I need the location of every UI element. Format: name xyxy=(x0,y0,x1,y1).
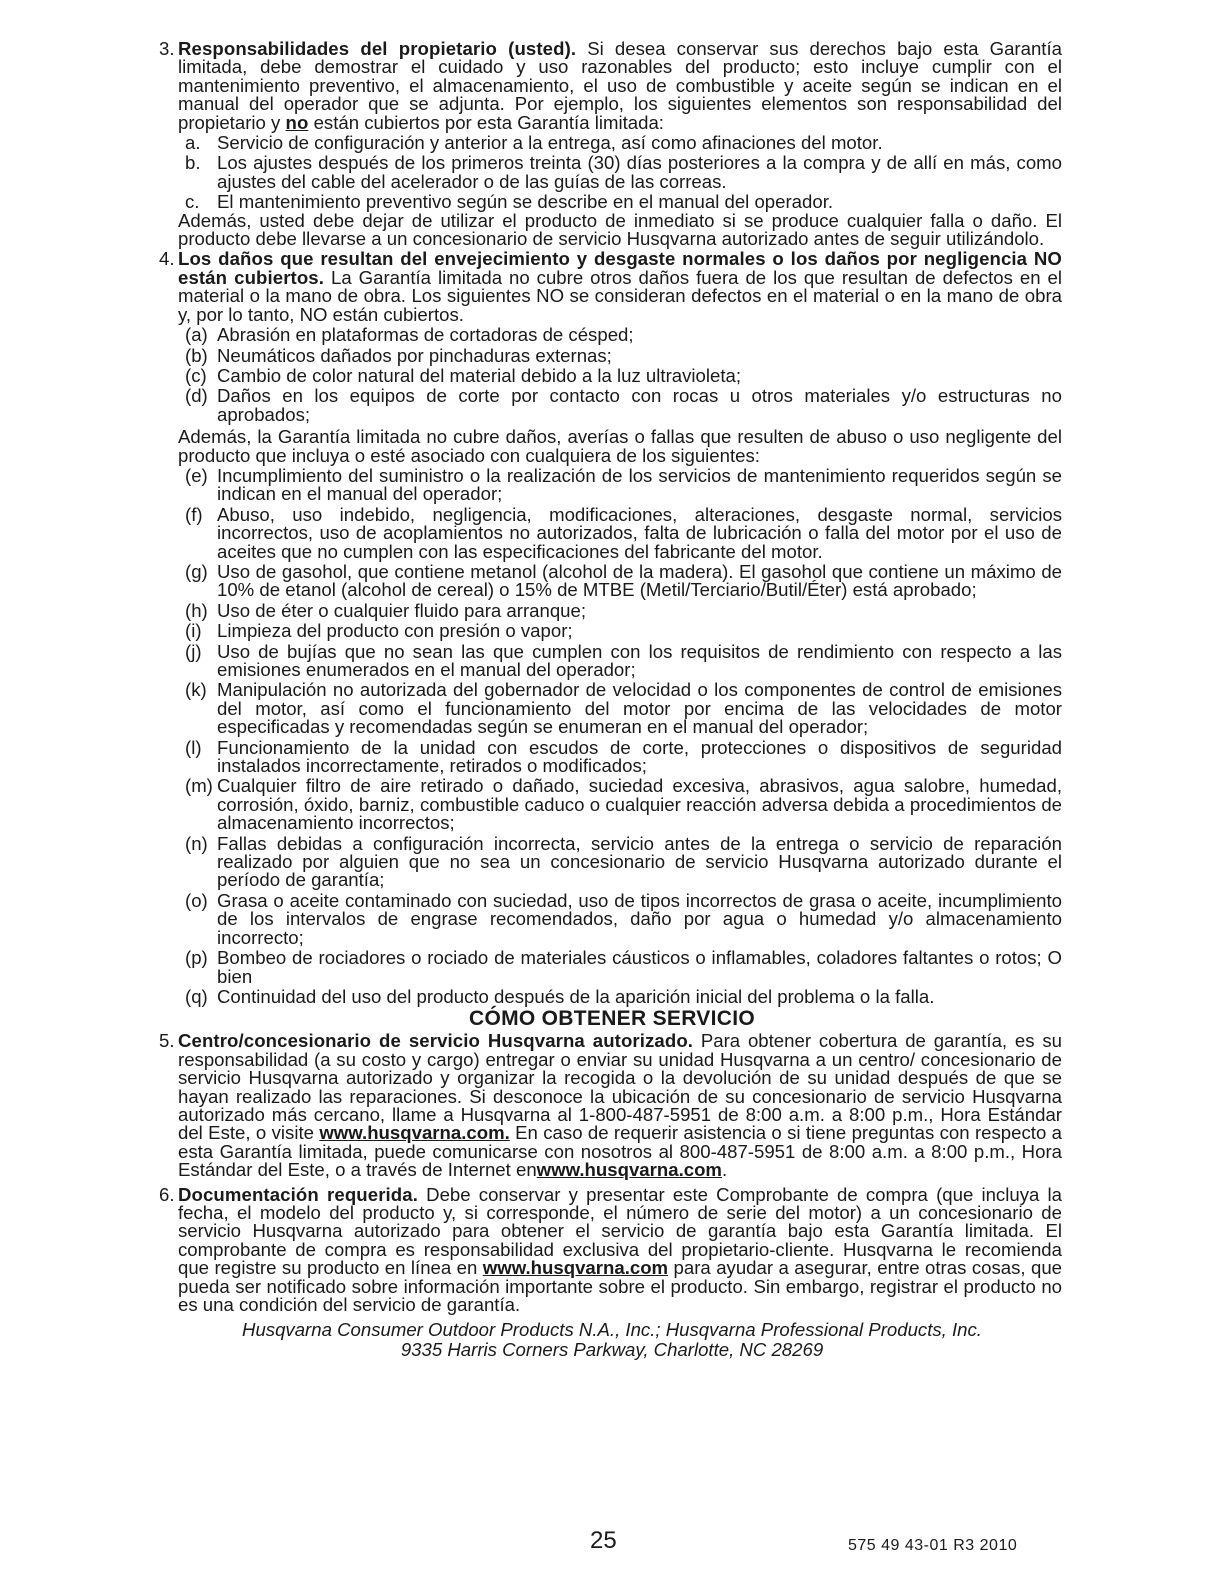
list-item xyxy=(0,326,1224,344)
list-item xyxy=(0,640,1224,680)
list-item-label: (l) xyxy=(185,736,202,758)
section-number: 4. xyxy=(159,248,175,270)
section-number: 3. xyxy=(159,38,175,59)
list-item-label: (d) xyxy=(185,385,208,407)
document-code: 575 49 43-01 R3 2010 xyxy=(848,1537,1018,1554)
list-item-text: Continuidad del uso del producto después de la aparición inicial del problema o la falla. xyxy=(217,985,935,1007)
section-4 xyxy=(0,250,1224,324)
list-item-label: (n) xyxy=(185,832,208,854)
list-item xyxy=(0,949,1224,986)
list-item-label: (c) xyxy=(185,364,207,386)
list-item-label: (q) xyxy=(185,985,208,1007)
husqvarna-link-2[interactable]: www.husqvarna.com xyxy=(536,1159,722,1181)
list-item xyxy=(0,560,1224,601)
section-body: Para obtener cobertura de garantía, es su responsabilidad (a su costo y cargo) entregar o enviar su unidad Husqvarna a un centro/ concesionario de servicio Husqvarna autorizado y organizar la recogida o la devolución de su unidad después de que se hayan realizado las reparaciones. Si desconoce la ubicación de su concesionario de servicio Husqvarna autorizado más cercano, llame a Husqvarna al 1-800-487-5951 de 8:00 a.m. a 8:00 p.m., Hora Estándar del Este, o visite xyxy=(178,1030,1062,1144)
section-title: Responsabilidades del propietario (usted). xyxy=(178,38,577,59)
list-item-text: Bombeo de rociadores o rociado de materiales cáusticos o inflamables, coladores faltantes o rotos; O bien xyxy=(217,947,1062,987)
husqvarna-link[interactable]: www.husqvarna.com. xyxy=(319,1122,510,1144)
list-item-text: Uso de bujías que no sean las que cumplen con los requisitos de rendimiento con respecto a las emisiones enumerados en el manual del operador; xyxy=(217,640,1062,680)
list-item xyxy=(0,889,1224,948)
list-item-label: (a) xyxy=(185,324,208,346)
list-item-text: Manipulación no autorizada del gobernador de velocidad o los componentes de control de emisiones del motor, así como el funcionamiento del motor por encima de las velocidades de motor especificadas y recomendadas según se enumeran en el manual del operador; xyxy=(217,679,1062,738)
list-item xyxy=(0,599,1224,621)
list-item-text: Neumáticos dañados por pinchaduras externas; xyxy=(217,344,612,366)
list-item-label: (k) xyxy=(185,679,207,701)
list-item-label: (g) xyxy=(185,560,208,582)
section-3-after: Además, usted debe dejar de utilizar el producto de inmediato si se produce cualquier falla o daño. El producto debe llevarse a un concesionario de servicio Husqvarna autorizado antes de seguir utilizándolo. xyxy=(178,209,1062,250)
list-item xyxy=(0,622,1224,640)
list-item xyxy=(0,464,1224,505)
section-title: Documentación requerida. xyxy=(178,1183,418,1205)
list-item-text: Limpieza del producto con presión o vapor; xyxy=(217,620,573,642)
section-3-list xyxy=(0,134,1224,212)
list-item-text: Fallas debidas a configuración incorrecta, servicio antes de la entrega o servicio de reparación realizado por alguien que no sea un concesionario de servicio Husqvarna autorizado durante el período de garantía; xyxy=(217,832,1062,891)
list-item xyxy=(0,134,1224,152)
list-item-label: (m) xyxy=(185,775,213,797)
list-item-label: (i) xyxy=(185,620,202,642)
section-6 xyxy=(0,1183,1224,1315)
list-item-label: (j) xyxy=(185,640,202,662)
period: . xyxy=(721,1159,728,1181)
section-4-list-b xyxy=(0,464,1224,1007)
list-item xyxy=(0,832,1224,891)
emphasis-no: no xyxy=(285,111,309,133)
list-item-label: (p) xyxy=(185,947,208,969)
list-item xyxy=(0,193,1224,211)
list-item-label: b. xyxy=(185,152,201,174)
section-body: Si desea conservar sus derechos bajo esta Garantía limitada, debe demostrar el cuidado y uso razonables del producto; esto incluye cumplir con el mantenimiento preventivo, el almacenamiento, el uso de combustible y aceite según se indican en el manual del operador que se adjunta. Por ejemplo, los siguientes elementos son responsabilidad del propietario y xyxy=(178,38,1062,133)
list-item xyxy=(0,503,1224,562)
section-number: 5. xyxy=(159,1030,175,1052)
list-item xyxy=(0,985,1224,1007)
section-body-cont: En caso de requerir asistencia o si tiene preguntas con respecto a esta Garantía limitada, puede comunicarse con nosotros al 800-487-5951 de 8:00 a.m. a 8:00 p.m., Hora Estándar del Este, o a través de Internet en xyxy=(178,1122,1062,1181)
section-body-end: están cubiertos por esta Garantía limitada: xyxy=(313,111,664,133)
list-item-label: (f) xyxy=(185,503,203,525)
section-4-list-a xyxy=(0,326,1224,424)
section-title: Los daños que resultan del envejecimiento y desgaste normales o los daños por negligencia NO están cubiertos. xyxy=(178,248,1062,288)
husqvarna-link-3[interactable]: www.husqvarna.com xyxy=(482,1257,669,1279)
list-item-label: c. xyxy=(185,191,200,213)
section-body: La Garantía limitada no cubre otros daños fuera de los que resultan de defectos en el material o la mano de obra. Los siguientes NO se consideran defectos en el material o en la mano de obra y, por lo tanto, NO están cubiertos. xyxy=(178,266,1063,325)
section-title: Centro/concesionario de servicio Husqvarna autorizado. xyxy=(178,1030,694,1052)
list-item-text: Uso de éter o cualquier fluido para arranque; xyxy=(217,599,587,621)
list-item-text: Abuso, uso indebido, negligencia, modificaciones, alteraciones, desgaste normal, servicios incorrectos, uso de acoplamientos no autorizados, falta de lubricación o falla del motor por el uso de aceites que no cumplen con las especificaciones del fabricante del motor. xyxy=(217,503,1062,562)
page-number: 25 xyxy=(590,1527,617,1554)
section-body-end: para ayudar a asegurar, entre otras cosas, que pueda ser notificado sobre información importante sobre el producto. Sin embargo, registrar el producto no es una condición del servicio de garantía. xyxy=(178,1257,1063,1315)
section-3 xyxy=(0,40,1224,132)
list-item-label: a. xyxy=(185,132,201,154)
footer-street: 9335 Harris Corners Parkway, Charlotte, NC 28269 xyxy=(400,1339,824,1361)
list-item-text: Servicio de configuración y anterior a la entrega, así como afinaciones del motor. xyxy=(217,132,883,154)
list-item xyxy=(0,777,1224,832)
list-item-text: Daños en los equipos de corte por contacto con rocas u otros materiales y/o estructuras no aprobados; xyxy=(217,385,1062,425)
list-item xyxy=(0,736,1224,777)
list-item-text: Abrasión en plataformas de cortadoras de césped; xyxy=(217,324,634,346)
section-body: Debe conservar y presentar este Comprobante de compra (que incluya la fecha, el modelo del producto y, si corresponde, el número de serie del motor) a un concesionario de servicio Husqvarna autorizado para obtener el servicio de garantía bajo esta Garantía limitada. El comprobante de compra es responsabilidad exclusiva del propietario-cliente. Husqvarna le recomienda que registre su producto en línea en xyxy=(178,1183,1063,1279)
list-item xyxy=(0,344,1224,366)
list-item-text: Grasa o aceite contaminado con suciedad, uso de tipos incorrectos de grasa o aceite, incumplimiento de los intervalos de engrase recomendados, daño por agua o humedad y/o almacenamiento incorrecto; xyxy=(217,889,1062,948)
list-item-label: (o) xyxy=(185,889,208,911)
list-item-text: El mantenimiento preventivo según se describe en el manual del operador. xyxy=(217,191,834,213)
service-heading: CÓMO OBTENER SERVICIO xyxy=(469,1007,755,1031)
section-number: 6. xyxy=(159,1183,175,1205)
list-item-label: (e) xyxy=(185,464,208,486)
list-item xyxy=(0,681,1224,736)
list-item-label: (b) xyxy=(185,344,208,366)
list-item xyxy=(0,154,1224,191)
list-item xyxy=(0,364,1224,386)
list-item-text: Incumplimiento del suministro o la realización de los servicios de mantenimiento requeridos según se indican en el manual del operador; xyxy=(217,464,1062,505)
section-4-middle: Además, la Garantía limitada no cubre daños, averías o fallas que resulten de abuso o uso negligente del producto que incluya o esté asociado con cualquiera de los siguientes: xyxy=(178,426,1062,466)
list-item-text: Cualquier filtro de aire retirado o dañado, suciedad excesiva, abrasivos, agua salobre, humedad, corrosión, óxido, barniz, combustible caduco o cualquier reacción adversa debida a procedimientos de almacenamiento incorrectos; xyxy=(217,775,1062,834)
section-5 xyxy=(0,1032,1224,1179)
list-item-text: Cambio de color natural del material debido a la luz ultravioleta; xyxy=(217,364,742,386)
footer-address xyxy=(0,1320,1224,1360)
list-item-text: Los ajustes después de los primeros treinta (30) días posteriores a la compra y de allí en más, como ajustes del cable del acelerador o de las guías de las correas. xyxy=(217,152,1062,192)
footer-company: Husqvarna Consumer Outdoor Products N.A., Inc.; Husqvarna Professional Products, Inc. xyxy=(242,1319,982,1341)
list-item xyxy=(0,387,1224,424)
list-item-text: Uso de gasohol, que contiene metanol (alcohol de la madera). El gasohol que contiene un máximo de 10% de etanol (alcohol de cereal) o 15% de MTBE (Metil/Terciario/Butil/Éter) está aprobado; xyxy=(217,560,1062,601)
warranty-page xyxy=(0,40,1224,1360)
list-item-text: Funcionamiento de la unidad con escudos de corte, protecciones o dispositivos de seguridad instalados incorrectamente, retirados o modificados; xyxy=(217,736,1062,777)
list-item-label: (h) xyxy=(185,599,208,621)
